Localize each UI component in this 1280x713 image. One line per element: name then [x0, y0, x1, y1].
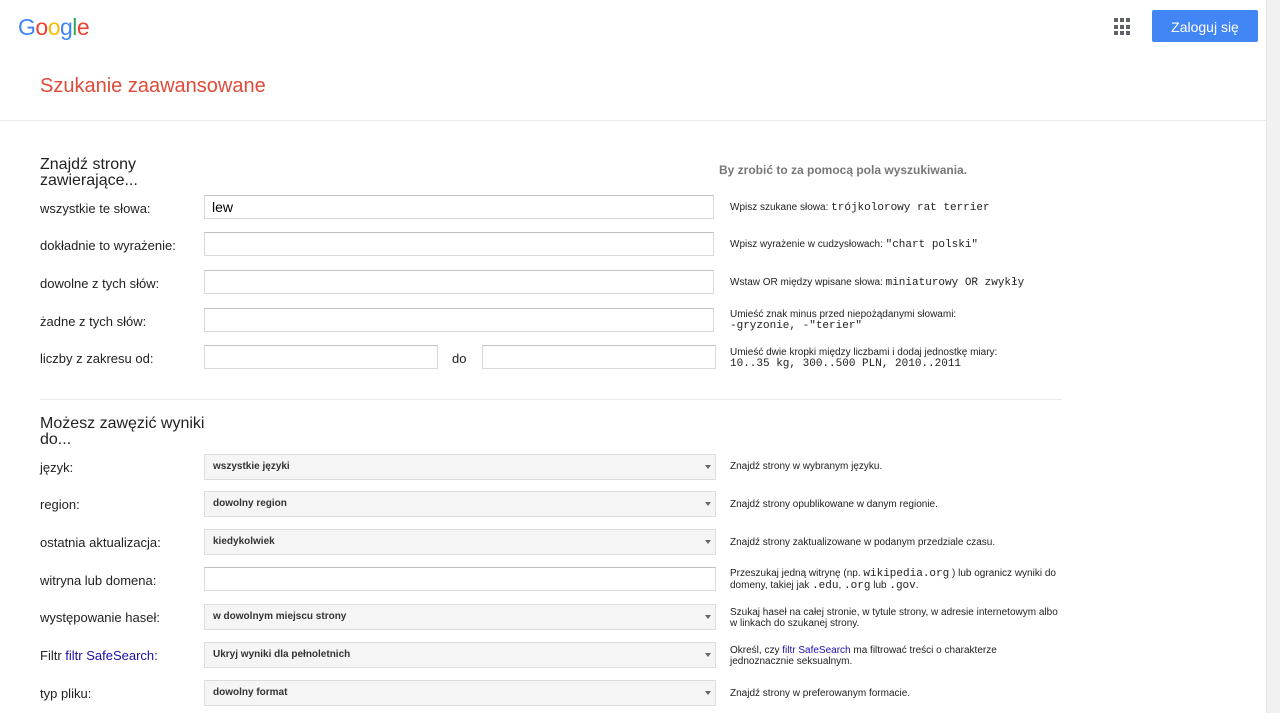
none-words-hint: Umieść znak minus przed niepożądanymi słowami: -gryzonie, -"terier" — [730, 309, 957, 332]
file-type-label: typ pliku: — [40, 686, 92, 701]
file-type-hint: Znajdź strony w preferowanym formacie. — [730, 688, 911, 699]
dropdown-arrow-icon — [705, 653, 711, 657]
exact-phrase-input[interactable] — [204, 232, 714, 256]
safesearch-select[interactable]: Ukryj wyniki dla pełnoletnich — [204, 642, 716, 668]
scrollbar[interactable] — [1266, 0, 1280, 713]
range-to-input[interactable] — [482, 345, 716, 369]
any-words-label: dowolne z tych słów: — [40, 276, 160, 291]
logo-letter: l — [72, 14, 77, 40]
number-range-label: liczby z zakresu od: — [40, 351, 154, 366]
language-select[interactable]: wszystkie języki — [204, 454, 716, 480]
google-logo[interactable] — [18, 14, 89, 41]
term-occurrence-hint: Szukaj haseł na całej stronie, w tytule strony, w adresie internetowym albo w linkach do szukanej strony. — [730, 607, 1058, 629]
last-update-hint: Znajdź strony zaktualizowane w podanym przedziale czasu. — [730, 537, 996, 548]
range-to-label: do — [452, 351, 467, 366]
region-select[interactable]: dowolny region — [204, 491, 716, 517]
dropdown-arrow-icon — [705, 540, 711, 544]
safesearch-hint: Określ, czy filtr SafeSearch ma filtrować treści o charakterze jednoznacznie seksualnym. — [730, 645, 997, 667]
safesearch-label: Filtr filtr SafeSearch: — [40, 648, 158, 663]
site-domain-input[interactable] — [204, 567, 716, 591]
safesearch-hint-link[interactable]: filtr SafeSearch — [782, 645, 851, 656]
region-hint: Znajdź strony opublikowane w danym regionie. — [730, 499, 938, 510]
range-from-input[interactable] — [204, 345, 438, 369]
page-title: Szukanie zaawansowane — [40, 75, 266, 97]
term-occurrence-label: występowanie haseł: — [40, 610, 160, 625]
safesearch-link[interactable]: filtr SafeSearch — [65, 648, 155, 663]
last-update-label: ostatnia aktualizacja: — [40, 535, 161, 550]
site-domain-hint: Przeszukaj jedną witrynę (np. wikipedia.org ) lub ogranicz wyniki do domeny, takiej jak .edu, .org lub .gov. — [730, 568, 1056, 592]
any-words-input[interactable] — [204, 270, 714, 294]
region-label: region: — [40, 497, 80, 512]
logo-letter: o — [47, 14, 60, 40]
site-domain-label: witryna lub domena: — [40, 573, 157, 588]
dropdown-arrow-icon — [705, 502, 711, 506]
logo-letter: o — [35, 14, 48, 40]
logo-letter: G — [18, 14, 36, 40]
dropdown-arrow-icon — [705, 691, 711, 695]
last-update-select[interactable]: kiedykolwiek — [204, 529, 716, 555]
dropdown-arrow-icon — [705, 465, 711, 469]
header-divider — [0, 120, 1280, 121]
all-words-input[interactable] — [204, 195, 714, 219]
number-range-hint: Umieść dwie kropki między liczbami i dodaj jednostkę miary: 10..35 kg, 300..500 PLN, 2010..2011 — [730, 347, 998, 370]
search-box-hint-heading: By zrobić to za pomocą pola wyszukiwania. — [719, 163, 968, 177]
language-hint: Znajdź strony w wybranym języku. — [730, 461, 883, 472]
find-pages-heading: Znajdź strony zawierające... — [40, 156, 138, 189]
none-words-label: żadne z tych słów: — [40, 314, 147, 329]
narrow-results-heading: Możesz zawęzić wyniki do... — [40, 415, 205, 448]
language-label: język: — [40, 460, 74, 475]
apps-grid-icon[interactable] — [1114, 18, 1132, 36]
any-words-hint: Wstaw OR między wpisane słowa: miniaturowy OR zwykły — [730, 277, 1025, 289]
dropdown-arrow-icon — [705, 615, 711, 619]
term-occurrence-select[interactable]: w dowolnym miejscu strony — [204, 604, 716, 630]
exact-phrase-label: dokładnie to wyrażenie: — [40, 238, 176, 253]
sign-in-button[interactable]: Zaloguj się — [1152, 10, 1258, 42]
file-type-select[interactable]: dowolny format — [204, 680, 716, 706]
logo-letter: g — [59, 14, 73, 40]
logo-letter: e — [76, 14, 90, 40]
top-bar — [0, 0, 1280, 60]
exact-phrase-hint: Wpisz wyrażenie w cudzysłowach: "chart polski" — [730, 239, 979, 251]
section-divider — [40, 399, 1062, 400]
all-words-hint: Wpisz szukane słowa: trójkolorowy rat terrier — [730, 202, 990, 214]
all-words-label: wszystkie te słowa: — [40, 201, 151, 216]
none-words-input[interactable] — [204, 308, 714, 332]
